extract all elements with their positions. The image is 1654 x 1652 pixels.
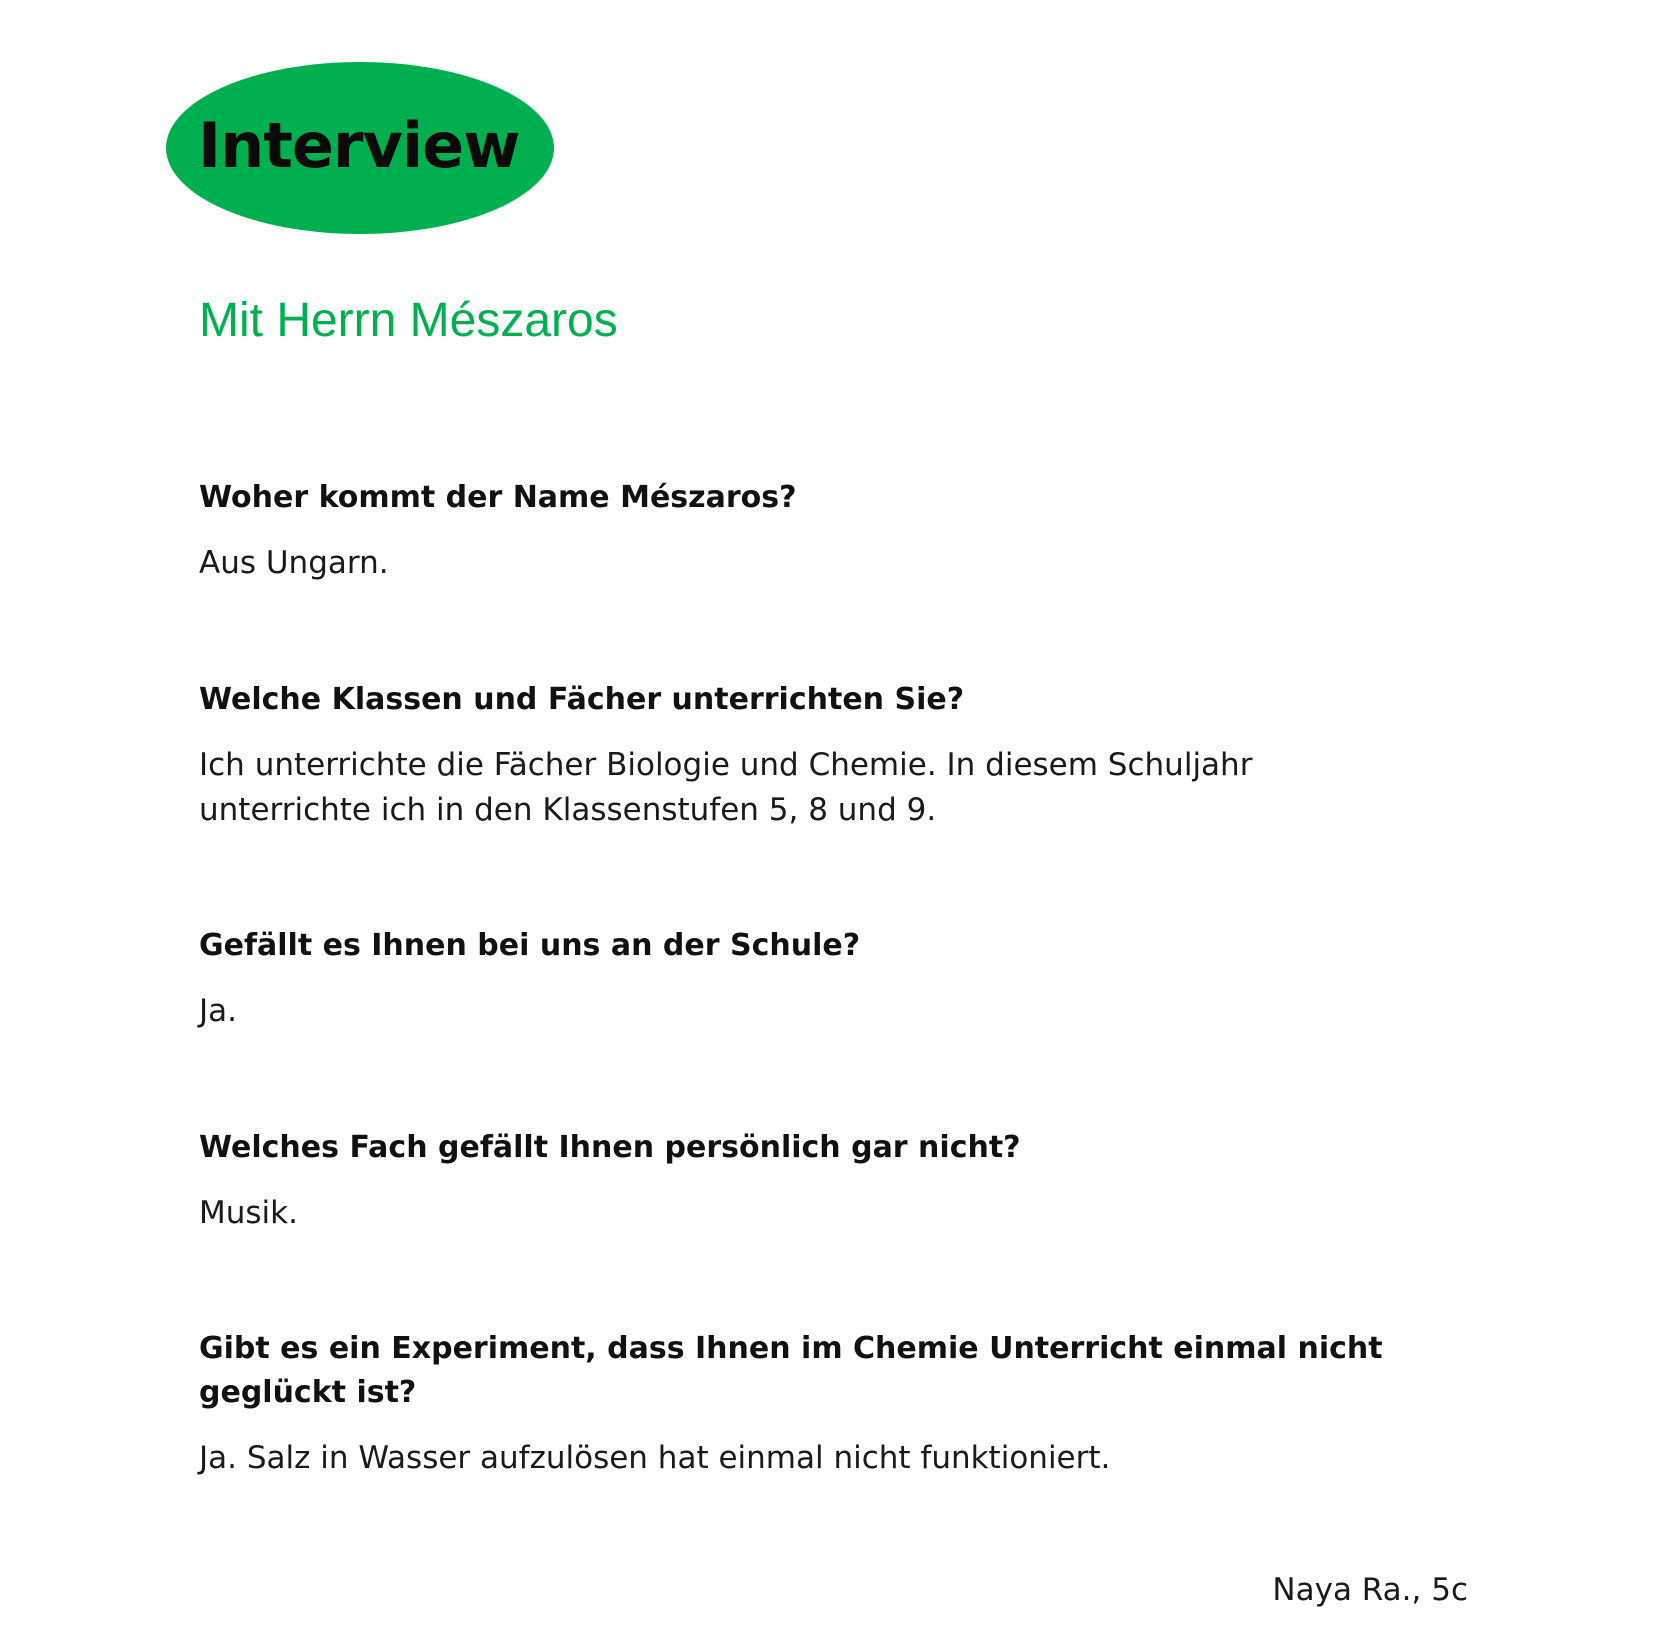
answer-1: Aus Ungarn. — [199, 545, 389, 581]
page-subtitle: Mit Herrn Mészaros — [199, 294, 618, 347]
question-4: Welches Fach gefällt Ihnen persönlich gar nicht? — [199, 1130, 1021, 1165]
qa-block-4 — [199, 1126, 1399, 1236]
answer-4: Musik. — [199, 1195, 298, 1231]
qa-block-1 — [199, 476, 1399, 586]
question-3: Gefällt es Ihnen bei uns an der Schule? — [199, 928, 861, 963]
question-5-line-2: geglückt ist? — [199, 1375, 417, 1410]
question-5 — [199, 1327, 1399, 1415]
question-2: Welche Klassen und Fächer unterrichten Sie? — [199, 682, 965, 717]
answer-2 — [199, 743, 1399, 833]
answer-2-line-1: Ich unterrichte die Fächer Biologie und Chemie. In diesem Schuljahr — [199, 747, 1253, 783]
answer-2-line-2: unterrichte ich in den Klassenstufen 5, 8 und 9. — [199, 792, 937, 828]
qa-block-3 — [199, 924, 1399, 1034]
question-5-line-1: Gibt es ein Experiment, dass Ihnen im Chemie Unterricht einmal nicht — [199, 1331, 1383, 1366]
answer-3: Ja. — [199, 993, 237, 1029]
qa-block-2 — [199, 678, 1399, 833]
author-signature: Naya Ra., 5c — [1272, 1572, 1468, 1608]
answer-5: Ja. Salz in Wasser aufzulösen hat einmal nicht funktioniert. — [199, 1440, 1111, 1476]
qa-block-5 — [199, 1327, 1399, 1481]
question-1: Woher kommt der Name Mészaros? — [199, 480, 797, 515]
page-title: Interview — [198, 109, 520, 182]
